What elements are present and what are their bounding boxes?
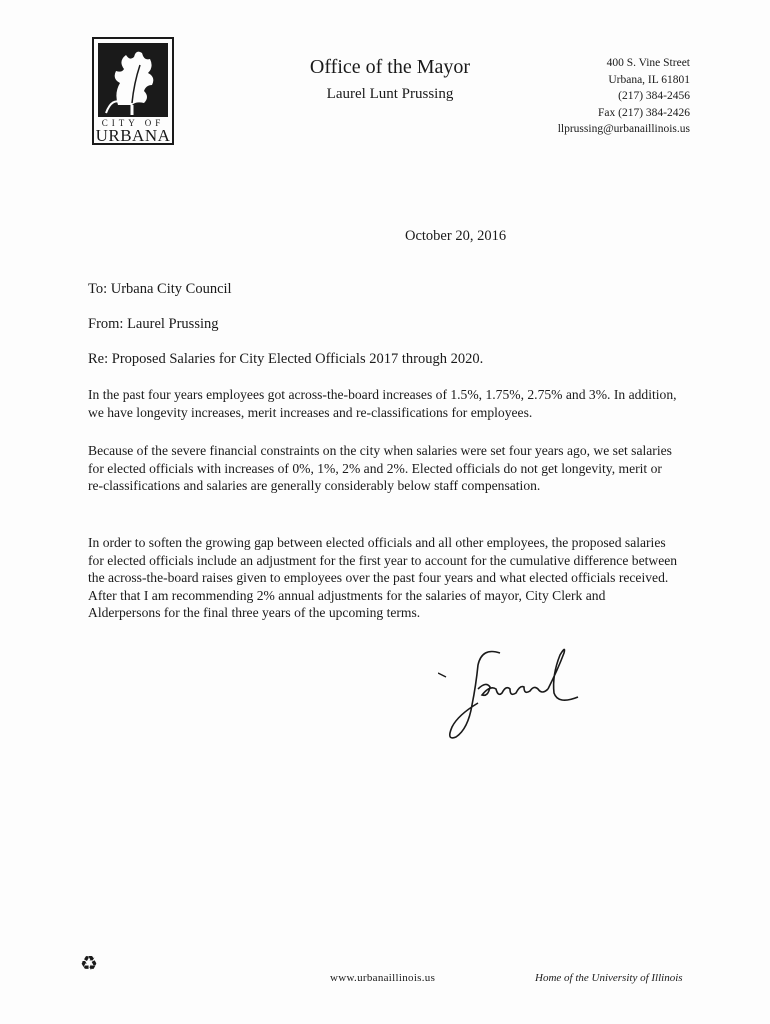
letter-to: To: Urbana City Council xyxy=(88,281,232,297)
address-block xyxy=(558,55,690,138)
oak-leaf-icon xyxy=(98,43,168,117)
logo-city-text: CITY OF xyxy=(101,118,165,128)
signature xyxy=(438,645,588,750)
address-email: llprussing@urbanaillinois.us xyxy=(557,123,690,135)
letter-subject: Re: Proposed Salaries for City Elected Officials 2017 through 2020. xyxy=(88,351,484,367)
footer-tagline: Home of the University of Illinois xyxy=(535,972,683,984)
address-phone: (217) 384-2456 xyxy=(618,90,690,102)
letter-date: October 20, 2016 xyxy=(405,228,507,244)
address-city-state: Urbana, IL 61801 xyxy=(608,73,690,86)
footer-url: www.urbanaillinois.us xyxy=(330,972,436,984)
office-title: Office of the Mayor xyxy=(309,56,471,78)
logo-name-text: URBANA xyxy=(95,126,171,145)
address-street: 400 S. Vine Street xyxy=(606,57,690,69)
mayor-name: Laurel Lunt Prussing xyxy=(326,86,454,102)
paragraph-1: In the past four years employees got across-the-board increases of 1.5%, 1.75%, 2.75% and 3%. In addition, we have longevity increases, merit increases and re-classifications for employees. xyxy=(88,387,677,420)
recycle-icon: ♻ xyxy=(80,951,98,975)
paragraph-2: Because of the severe financial constraints on the city when salaries were set four years ago, we set salaries for elected officials with increases of 0%, 1%, 2% and 2%. Elected officials do not get longevity, merit or re-classifications and salaries are generally considerably below staff compensation. xyxy=(88,443,672,493)
address-fax: Fax (217) 384-2426 xyxy=(598,106,690,119)
letter-from: From: Laurel Prussing xyxy=(88,316,219,332)
paragraph-3: In order to soften the growing gap between elected officials and all other employees, the proposed salaries for elected officials include an adjustment for the first year to account for the cumulative difference between the across-the-board raises given to employees over the past four years and what elected officials received. After that I am recommending 2% annual adjustments for the salaries of mayor, City Clerk and Alderpersons for the final three years of the upcoming terms. xyxy=(88,535,678,620)
city-logo xyxy=(92,37,174,145)
